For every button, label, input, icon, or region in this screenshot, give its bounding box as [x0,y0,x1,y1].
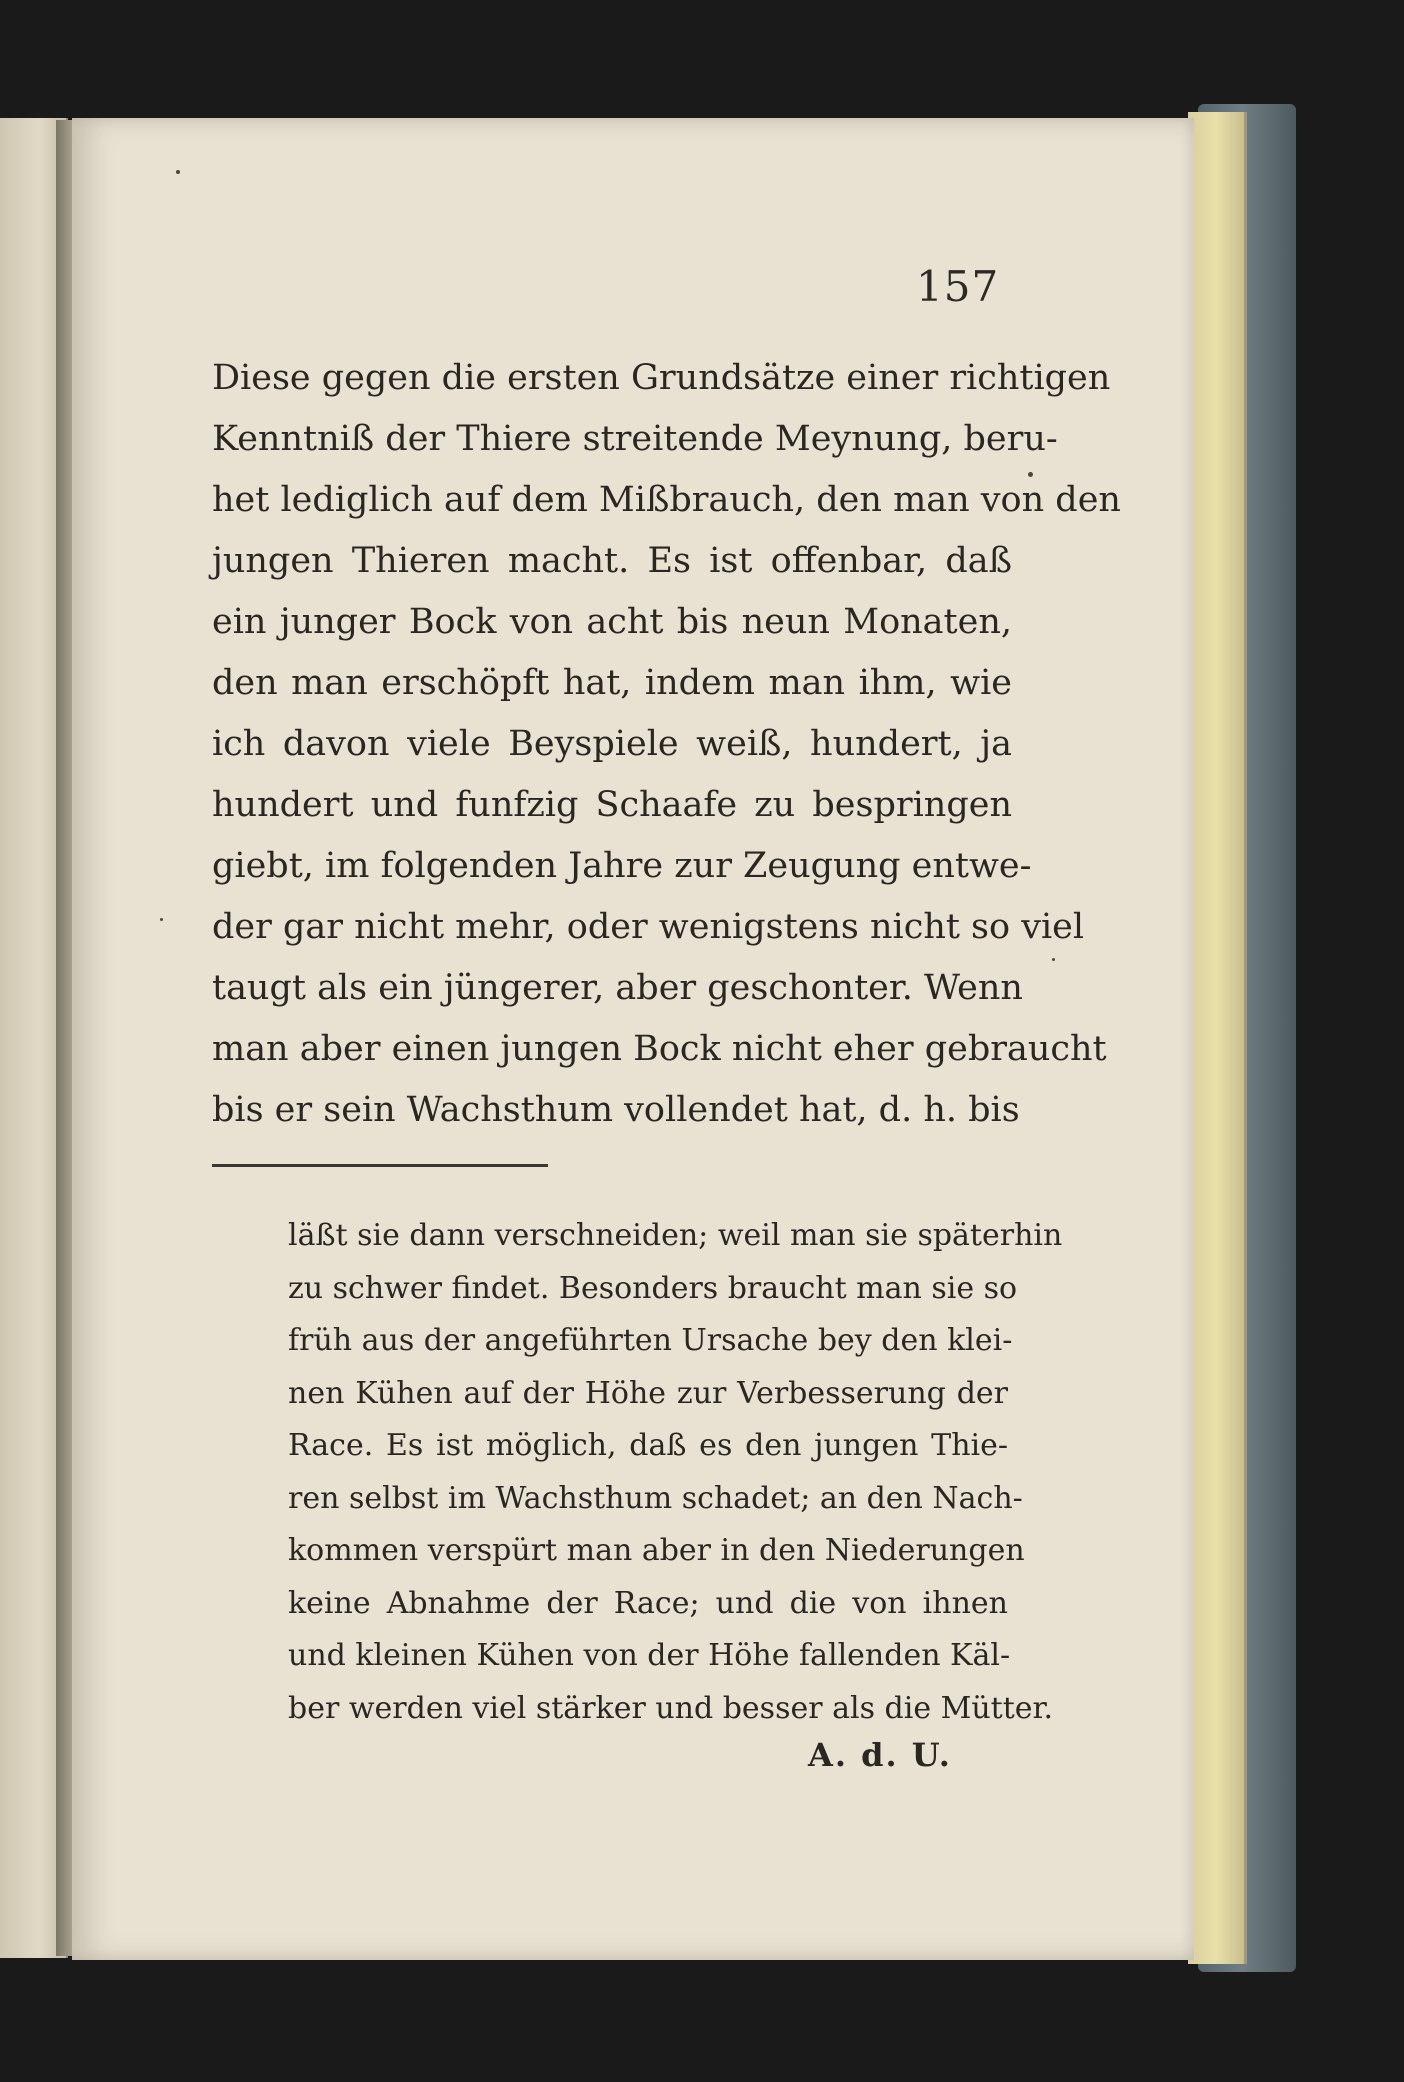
footnote-signature: A. d. U. [808,1736,952,1774]
body-line: bis er sein Wachsthum vollendet hat, d. h. bis [212,1090,1020,1130]
paper-speck [176,170,180,174]
page-block-edge [1188,112,1247,1964]
paper-speck [160,918,163,921]
footnote-line: und kleinen Kühen von der Höhe fallenden Käl- [288,1638,1011,1673]
footnote-line: Race. Es ist möglich, daß es den jungen Thie- [288,1428,1008,1463]
footnote-line: zu schwer findet. Besonders braucht man sie so [288,1270,1018,1306]
body-line: het lediglich auf dem Mißbrauch, den man von den [212,480,1121,520]
body-line: der gar nicht mehr, oder wenigstens nicht so viel [212,907,1085,947]
body-line: ein junger Bock von acht bis neun Monaten, [212,602,1012,642]
body-text [212,348,1121,1141]
body-line: Kenntniß der Thiere streitende Meynung, beru- [212,419,1058,459]
paper-speck [1028,472,1033,477]
footnote [288,1210,1063,1735]
body-line: hundert und funfzig Schaafe zu bespringen [212,785,1012,825]
footnote-line: nen Kühen auf der Höhe zur Verbesserung der [288,1375,1008,1411]
footnote-separator [212,1164,548,1167]
footnote-line: kommen verspürt man aber in den Niederungen [288,1533,1025,1568]
body-line: ich davon viele Beyspiele weiß, hundert, ja [212,724,1012,764]
body-line: Diese gegen die ersten Grundsätze einer richtigen [212,358,1111,398]
page-number: 157 [916,262,1000,311]
body-line: taugt als ein jüngerer, aber geschonter. Wenn [212,968,1023,1008]
paper-speck [1052,958,1055,961]
body-line: den man erschöpft hat, indem man ihm, wie [212,663,1012,703]
footnote-line: keine Abnahme der Race; und die von ihnen [288,1585,1008,1621]
footnote-line: läßt sie dann verschneiden; weil man sie späterhin [288,1218,1063,1253]
footnote-line: ren selbst im Wachsthum schadet; an den Nach- [288,1480,1023,1516]
footnote-line: früh aus der angeführten Ursache bey den klei- [288,1323,1013,1358]
body-line: jungen Thieren macht. Es ist offenbar, daß [212,541,1012,581]
footnote-line: ber werden viel stärker und besser als die Mütter. [288,1690,1054,1726]
body-line: giebt, im folgenden Jahre zur Zeugung entwe- [212,846,1032,886]
body-line: man aber einen jungen Bock nicht eher gebraucht [212,1029,1107,1069]
